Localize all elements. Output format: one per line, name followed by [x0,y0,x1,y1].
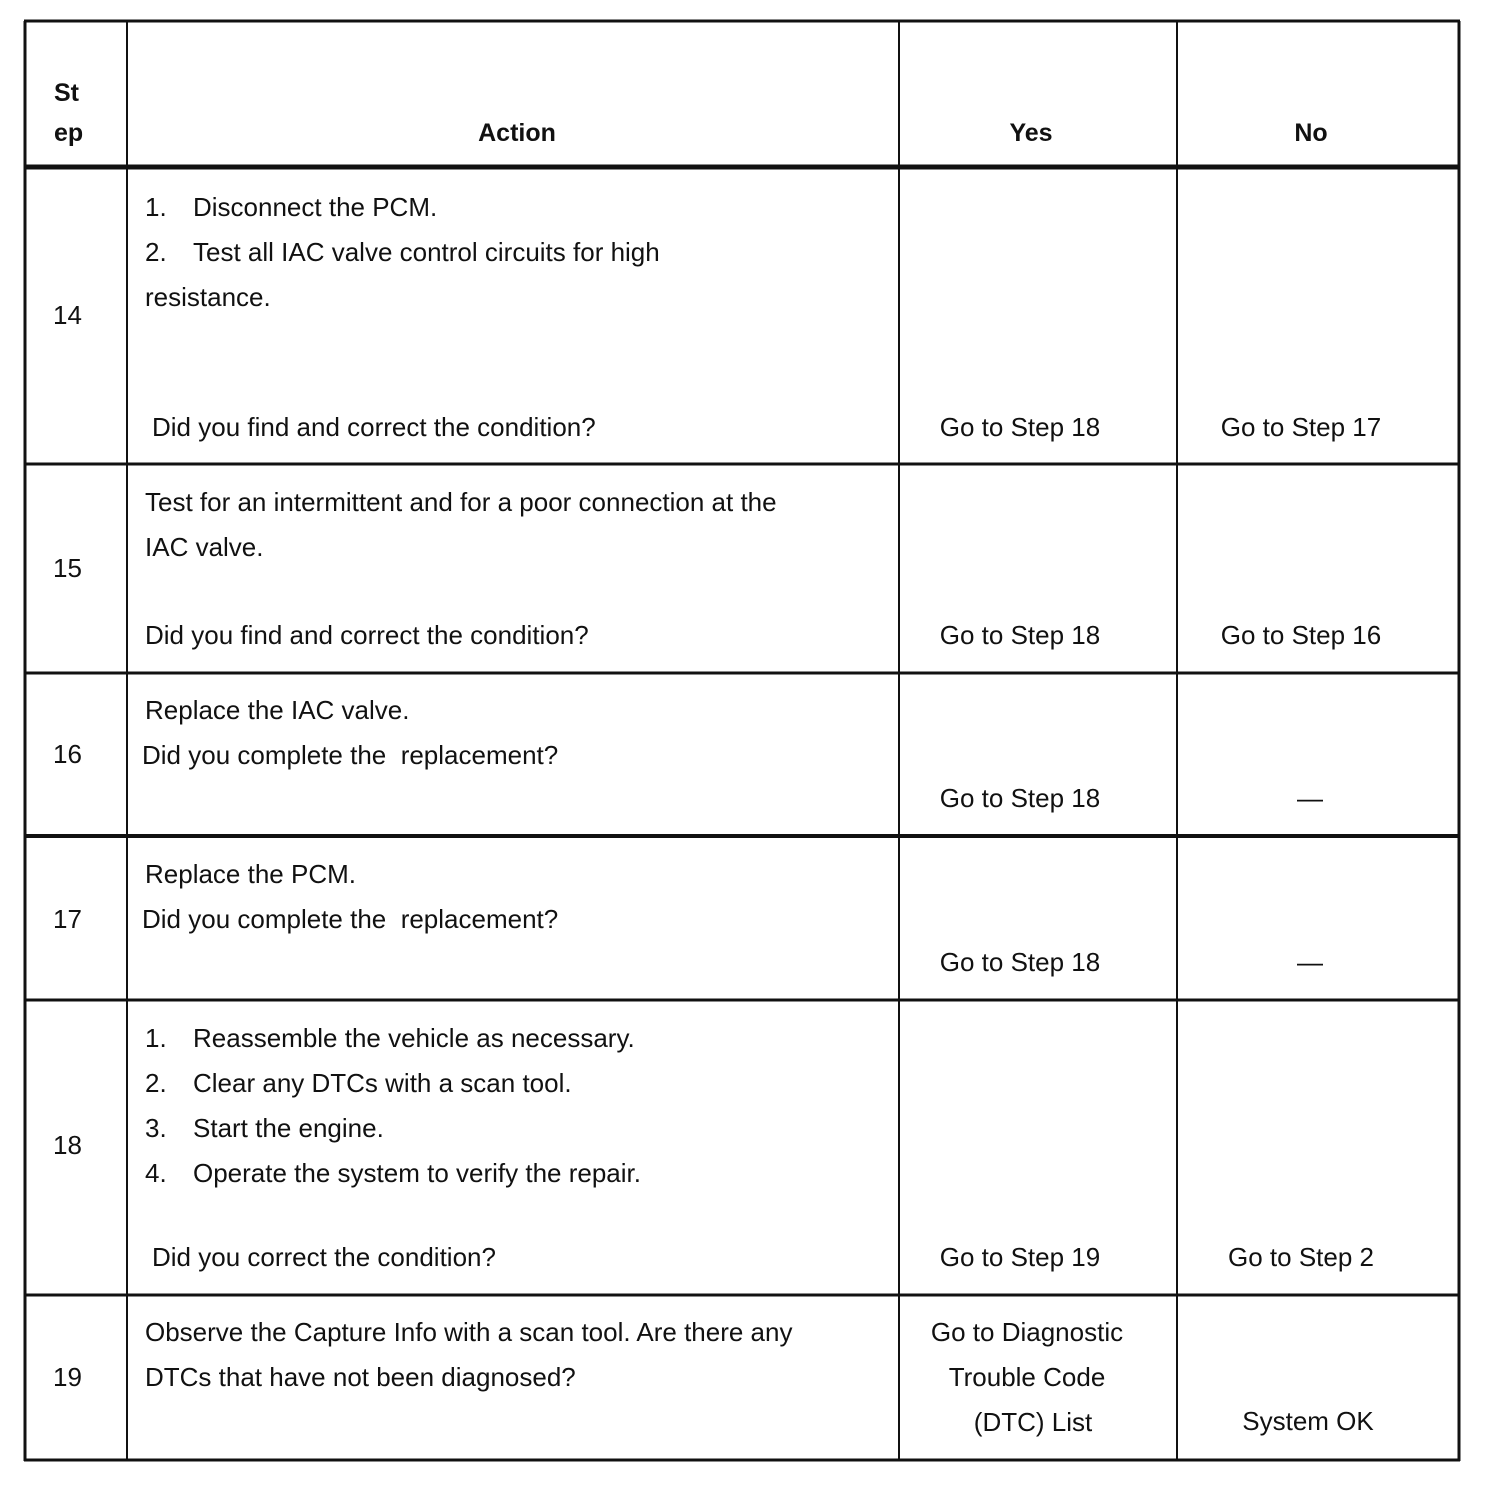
no-result: System OK [1242,1406,1374,1436]
step-number: 15 [53,553,82,583]
yes-result: Go to Step 19 [939,1242,1101,1272]
header-action: Action [478,119,556,147]
yes-line: Go to Diagnostic [930,1317,1124,1347]
item-number: 1. [145,1023,167,1053]
action-cell [145,185,660,320]
header-step-line-1: St [54,79,79,107]
yes-result: Go to Step 18 [939,412,1101,442]
yes-result: Go to Step 18 [939,947,1101,977]
item-continuation: resistance. [145,282,271,312]
header-yes: Yes [1009,119,1053,147]
item-number: 1. [145,192,167,222]
item-text: Test all IAC valve control circuits for high [193,237,660,267]
action-line: IAC valve. [145,532,264,562]
header-step-line-2: ep [54,119,84,147]
item-number: 2. [145,237,167,267]
item-number: 3. [145,1113,167,1143]
action-line: Replace the PCM. [145,859,356,889]
question-text: Did you find and correct the condition? [145,620,589,650]
no-result: — [1297,947,1323,977]
action-cell [145,1016,641,1196]
action-cell [145,1310,792,1400]
action-line: Replace the IAC valve. [145,695,410,725]
step-number: 17 [53,904,82,934]
no-result: — [1297,783,1323,813]
list-item [145,1151,641,1196]
header-step [54,73,83,153]
question-text: Did you complete the replacement? [142,740,559,770]
no-result: Go to Step 2 [1228,1242,1374,1272]
step-number: 19 [53,1362,82,1392]
list-item [145,1061,641,1106]
step-number: 16 [53,739,82,769]
yes-result: Go to Step 18 [939,620,1101,650]
yes-line: (DTC) List [973,1407,1093,1437]
list-item [145,230,660,275]
yes-line: Trouble Code [948,1362,1106,1392]
item-number: 4. [145,1158,167,1188]
item-text: Reassemble the vehicle as necessary. [193,1023,635,1053]
yes-result [899,1310,1155,1445]
item-text: Operate the system to verify the repair. [193,1158,641,1188]
question-text: Did you find and correct the condition? [152,412,596,442]
action-cell [145,480,777,570]
no-result: Go to Step 16 [1220,620,1382,650]
step-number: 14 [53,300,82,330]
item-number: 2. [145,1068,167,1098]
header-no: No [1294,119,1328,147]
action-line: Test for an intermittent and for a poor connection at the [145,487,777,517]
list-item [145,1016,641,1061]
list-item [145,185,660,230]
item-text: Clear any DTCs with a scan tool. [193,1068,572,1098]
action-line: Observe the Capture Info with a scan tool. Are there any [145,1317,793,1347]
no-result: Go to Step 17 [1220,412,1382,442]
list-item [145,1106,641,1151]
question-text: Did you complete the replacement? [142,904,559,934]
item-text: Disconnect the PCM. [193,192,438,222]
step-number: 18 [53,1130,82,1160]
item-text: Start the engine. [193,1113,384,1143]
question-text: Did you correct the condition? [152,1242,496,1272]
action-line: DTCs that have not been diagnosed? [145,1362,576,1392]
yes-result: Go to Step 18 [939,783,1101,813]
